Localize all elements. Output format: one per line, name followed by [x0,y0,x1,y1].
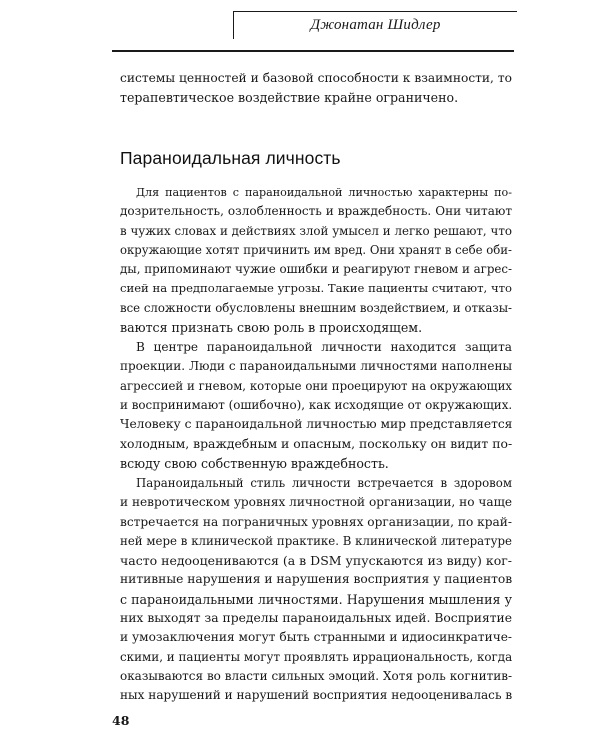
text-line: сией на предполагаемые угрозы. Такие пациенты считают, что [120,281,512,296]
text-line: в чужих словах и действиях злой умысел и легко решают, что [120,223,512,238]
text-line: агрессией и гневом, которые они проецируют на окружающих [120,378,512,393]
text-line: ды, припоминают чужие ошибки и реагируют гневом и агрес- [120,262,513,277]
text-line: часто недооцениваются (а в DSM упускаются из виду) ког- [120,553,512,569]
body-paragraph-3 [120,474,512,706]
text-line: с параноидальными личностями. Нарушения мышления у [120,591,512,607]
text-line: Человеку с параноидальной личностью мир представляется [120,417,513,432]
text-line: и воспринимают (ошибочно), как исходящие от окружающих. [120,397,513,412]
text-line: встречается на пограничных уровнях организации, по край- [120,514,512,529]
text-line: системы ценностей и базовой способности к взаимности, то [120,71,512,85]
text-line: все сложности обусловлены внешним воздействием, и отказы- [120,300,512,315]
section-heading: Параноидальная личность [120,148,341,168]
text-line: проекции. Люди с параноидальными личностями наполнены [120,359,512,374]
text-line: холодным, враждебным и опасным, поскольку он видит по- [120,436,513,452]
text-line: ных нарушений и нарушений восприятия недооценивалась в [120,688,513,703]
continuation-text [120,69,512,108]
text-line: Параноидальный стиль личности встречается в здоровом [136,476,512,490]
text-line: скими, и пациенты могут проявлять иррациональность, когда [120,649,513,664]
text-line: оказываются во власти сильных эмоций. Хотя роль когнитив- [120,668,512,683]
text-line: В центре параноидальной личности находится защита [136,340,512,354]
paragraph-text [120,474,512,706]
text-line: дозрительность, озлобленность и враждебность. Они читают [120,204,512,219]
text-line: терапевтическое воздействие крайне ограничено. [120,90,459,106]
page-number: 48 [112,713,130,728]
body-paragraph-1 [120,183,512,337]
text-line: и невротическом уровнях личностной организации, но чаще [120,495,512,510]
paragraph-text [120,183,512,337]
text-line: всюду свою собственную враждебность. [120,455,389,471]
continuation-paragraph [120,69,512,108]
running-head: Джонатан Шидлер [233,11,517,39]
text-line: нитивные нарушения и нарушения восприятия у пациентов [120,572,513,587]
text-line: Для пациентов с параноидальной личностью характерны по- [136,186,512,199]
text-line: ваются признать свою роль в происходящем. [120,320,423,336]
text-line: и умозаключения могут быть странными и идиосинкратиче- [120,630,512,645]
body-paragraph-2 [120,338,512,473]
header-rule [112,50,514,52]
text-line: них выходят за пределы параноидальных идей. Восприятие [120,611,512,626]
paragraph-text [120,338,512,473]
text-line: ней мере в клинической практике. В клинической литературе [120,533,512,548]
text-line: окружающие хотят причинить им вред. Они хранят в себе оби- [120,242,512,257]
